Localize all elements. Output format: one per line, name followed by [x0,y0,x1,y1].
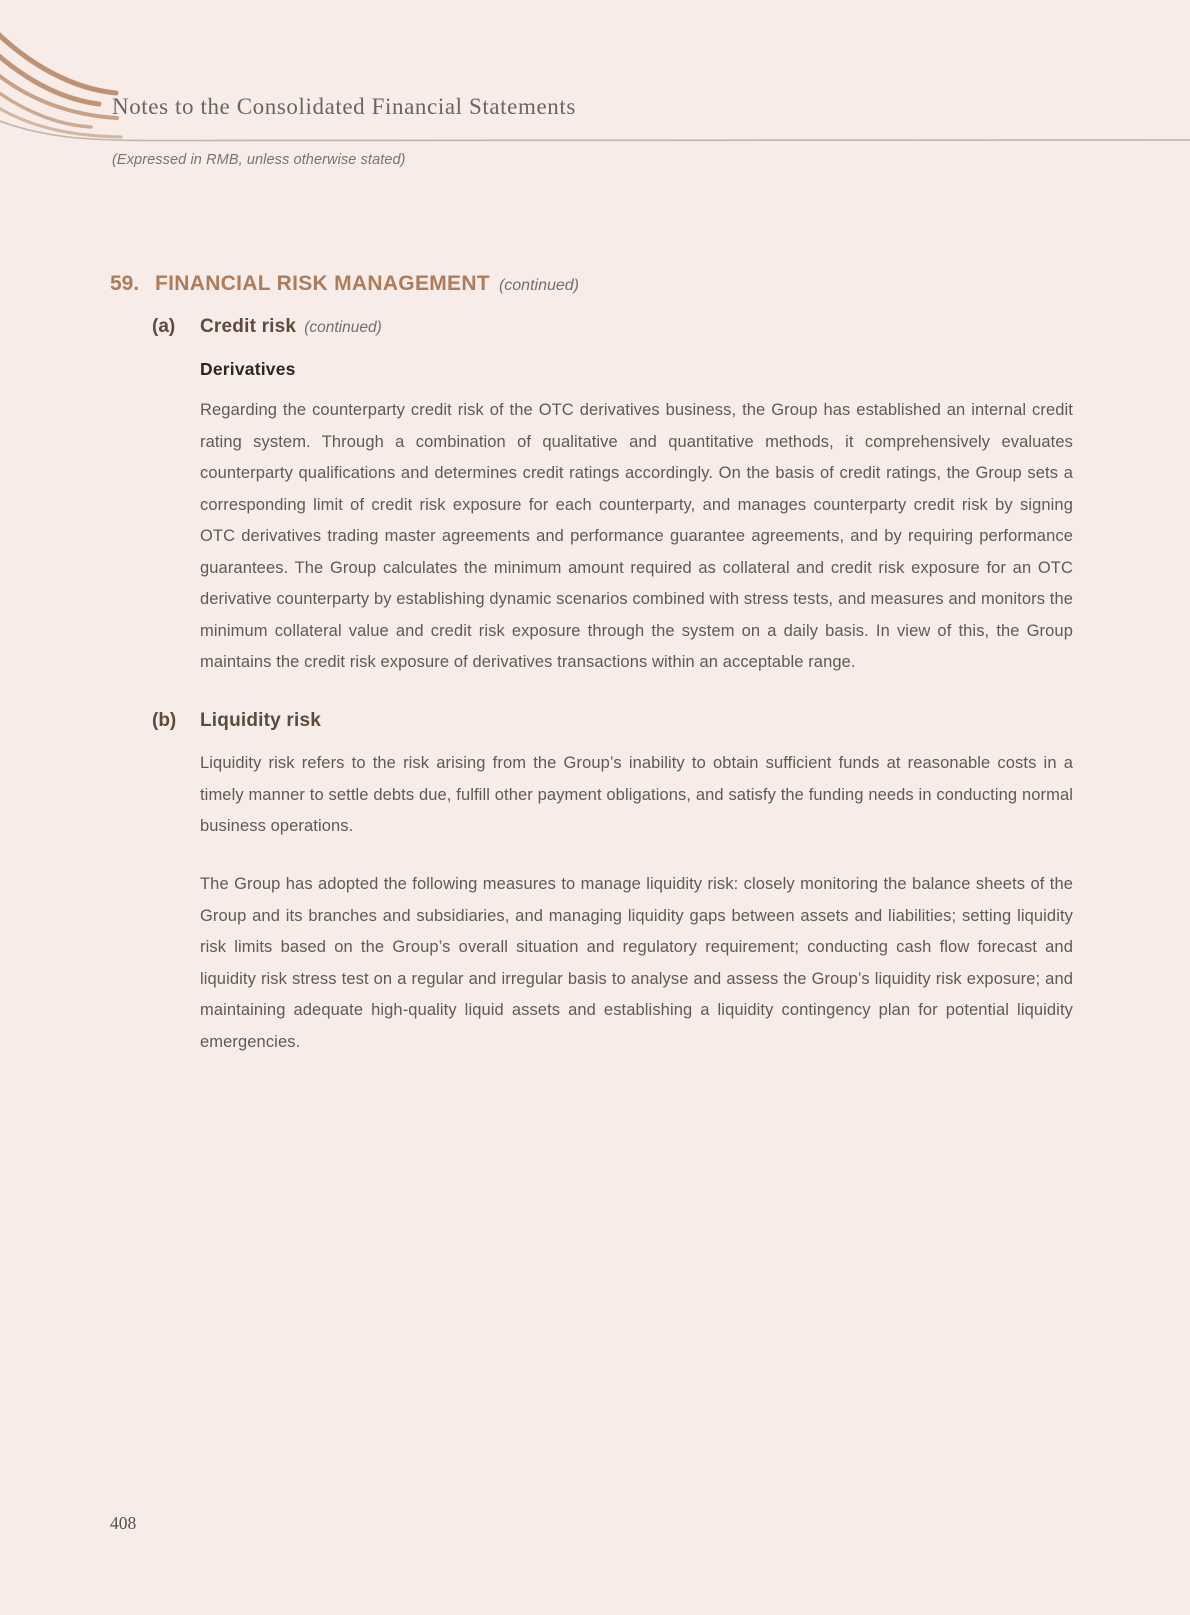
subsection-label: (a) [152,316,176,337]
section-continued: (continued) [498,277,579,294]
subsection-continued: (continued) [304,319,382,336]
section-title: FINANCIAL RISK MANAGEMENT [155,272,490,295]
section-heading [110,272,579,296]
subsection-liquidity-risk-heading [152,710,321,732]
currency-note: (Expressed in RMB, unless otherwise stated) [112,152,406,168]
subsection-title: Credit risk [200,316,297,337]
subsection-title: Liquidity risk [200,710,322,731]
subsection-label: (b) [152,710,177,731]
liquidity-paragraph-1: Liquidity risk refers to the risk arising from the Group’s inability to obtain sufficient funds at reasonable costs in a timely manner to settle debts due, fulfill other payment obligations, and satisfy the funding needs in conducting normal business operations. [200,754,1073,835]
corner-flourish-decoration [0,0,1190,170]
derivatives-paragraph: Regarding the counterparty credit risk of the OTC derivatives business, the Group has established an internal credit rating system. Through a combination of qualitative and quantitative methods, it comprehensively evaluates counterparty qualifications and determines credit ratings accordingly. On the basis of credit ratings, the Group sets a corresponding limit of credit risk exposure for each counterparty, and manages counterparty credit risk by signing OTC derivatives trading master agreements and performance guarantee agreements, and by requiring performance guarantees. The Group calculates the minimum amount required as collateral and credit risk exposure for an OTC derivative counterparty by establishing dynamic scenarios combined with stress tests, and measures and monitors the minimum collateral value and credit risk exposure through the system on a daily basis. In view of this, the Group maintains the credit risk exposure of derivatives transactions within an acceptable range. [200,401,1073,671]
derivatives-heading: Derivatives [200,359,296,379]
subsection-credit-risk-heading [152,316,382,338]
page-title: Notes to the Consolidated Financial Statements [112,94,576,119]
liquidity-paragraph-2: The Group has adopted the following measures to manage liquidity risk: closely monitoring the balance sheets of the Group and its branches and subsidiaries, and managing liquidity gaps between assets and liabilities; setting liquidity risk limits based on the Group’s overall situation and regulatory requirement; conducting cash flow forecast and liquidity risk stress test on a regular and irregular basis to analyse and assess the Group’s liquidity risk exposure; and maintaining adequate high-quality liquid assets and establishing a liquidity contingency plan for potential liquidity emergencies. [200,875,1073,1051]
section-number: 59. [110,272,140,295]
page-number: 408 [110,1513,137,1533]
